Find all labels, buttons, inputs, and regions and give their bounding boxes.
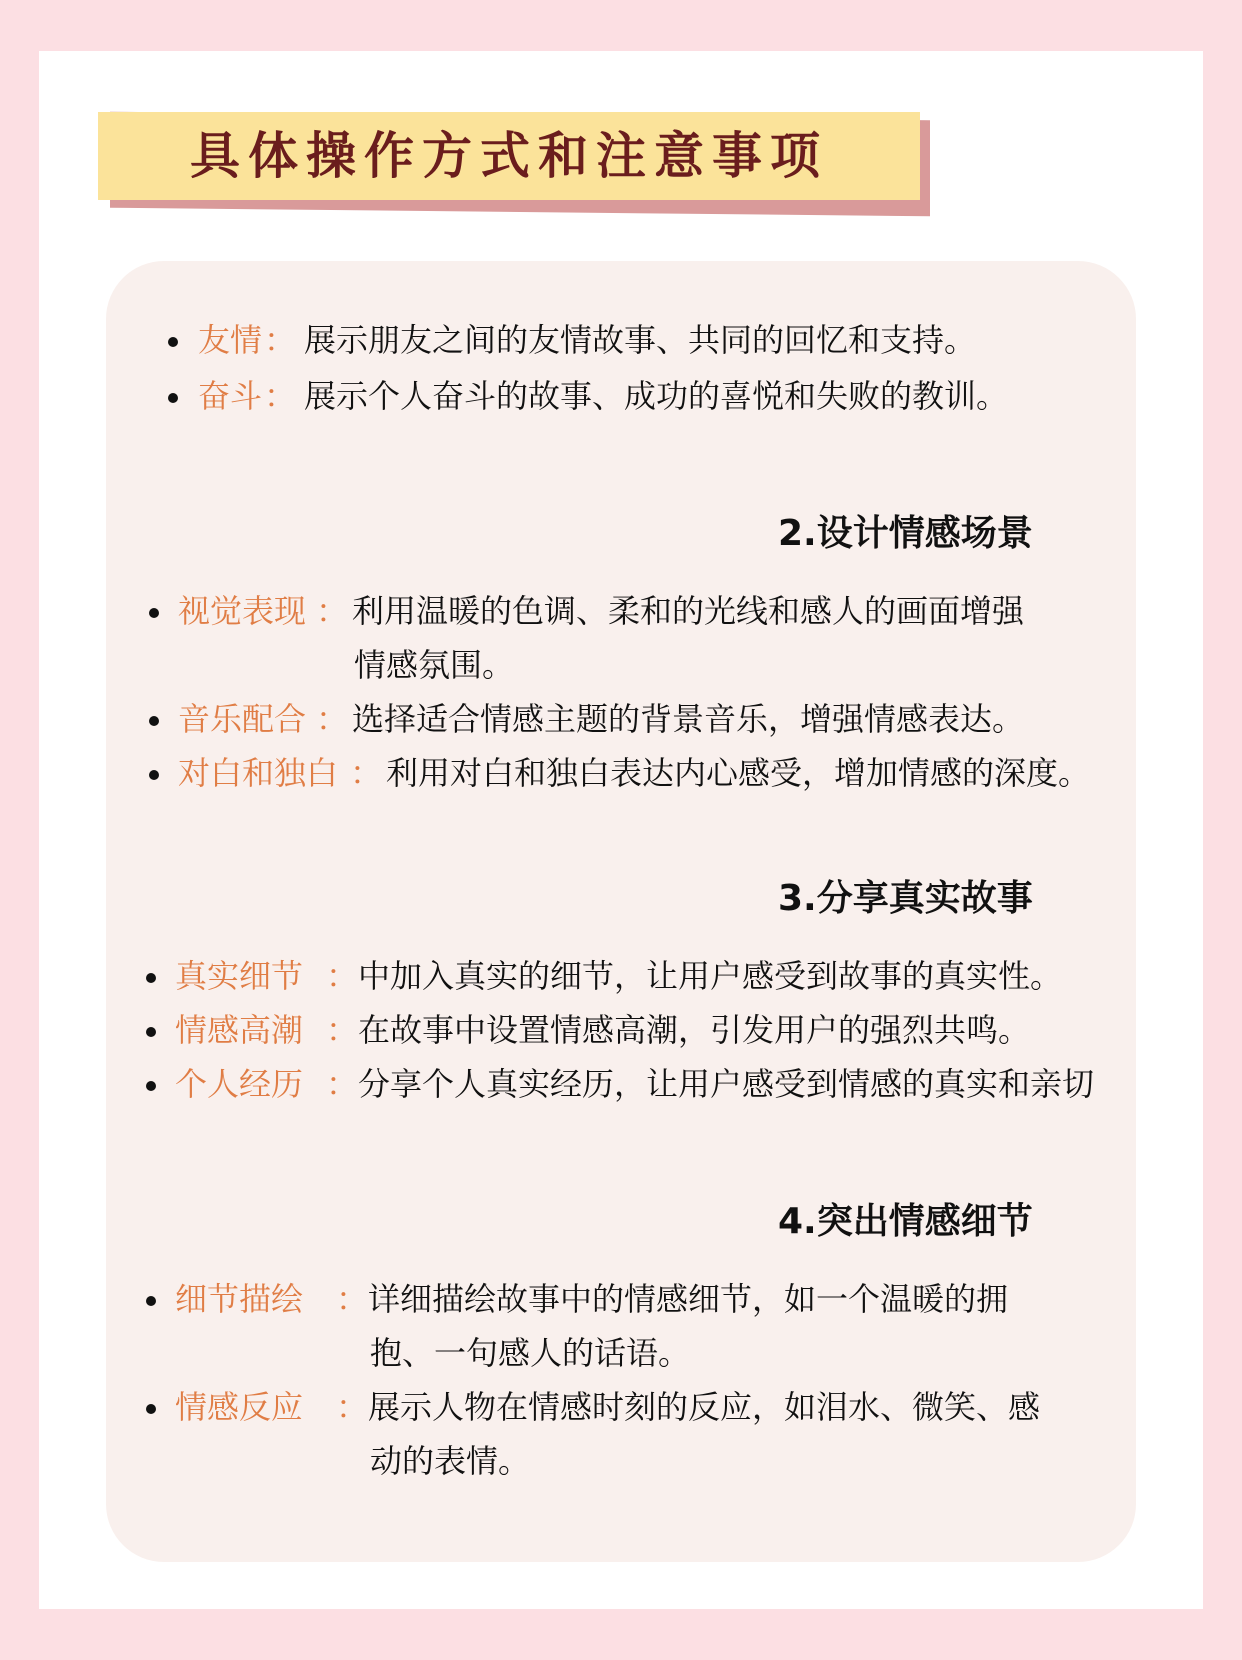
item-colon: ： <box>326 1065 359 1103</box>
item-desc: 在故事中设置情感高潮，引发用户的强烈共鸣。 <box>358 1011 1031 1049</box>
item-colon: ： <box>350 754 383 792</box>
bullet-dot <box>146 973 156 983</box>
item-desc-line2: 抱、一句感人的话语。 <box>370 1334 691 1372</box>
item-desc-line2: 情感氛围。 <box>354 646 515 684</box>
item-label: 奋斗 <box>198 377 263 415</box>
item-desc-line1: 利用温暖的色调、柔和的光线和感人的画面增强 <box>352 592 1025 630</box>
section-3-heading: 3.分享真实故事 <box>778 878 1033 919</box>
bullet-dot <box>146 1404 156 1414</box>
item-desc: 利用对白和独白表达内心感受，增加情感的深度。 <box>386 754 1091 792</box>
item-desc: 分享个人真实经历，让用户感受到情感的真实和亲切 <box>358 1065 1095 1103</box>
item-desc-line1: 详细描绘故事中的情感细节，如一个温暖的拥 <box>368 1280 1009 1318</box>
bullet-dot <box>149 608 159 618</box>
item-colon: ： <box>316 700 349 738</box>
item-label: 友情 <box>198 321 263 359</box>
bullet-dot <box>149 770 159 780</box>
page-title: 具体操作方式和注意事项 <box>190 126 828 185</box>
item-colon: ： <box>326 957 359 995</box>
title-banner <box>98 104 930 216</box>
item-desc: 中加入真实的细节，让用户感受到故事的真实性。 <box>358 957 1063 995</box>
item-label: 音乐配合 <box>178 700 307 738</box>
item-label: 细节描绘 <box>175 1280 304 1318</box>
item-label: 情感反应 <box>175 1388 304 1426</box>
item-colon: ： <box>336 1388 369 1426</box>
bullet-dot <box>168 393 178 403</box>
item-label: 视觉表现 <box>178 592 307 630</box>
section-2-heading: 2.设计情感场景 <box>778 513 1033 554</box>
item-colon: ： <box>316 592 349 630</box>
item-colon: ： <box>264 377 297 415</box>
item-label: 情感高潮 <box>175 1011 304 1049</box>
item-colon: ： <box>336 1280 369 1318</box>
item-desc-line1: 展示人物在情感时刻的反应，如泪水、微笑、感 <box>368 1388 1041 1426</box>
item-desc: 展示朋友之间的友情故事、共同的回忆和支持。 <box>304 321 977 359</box>
item-colon: ： <box>264 321 297 359</box>
item-desc: 展示个人奋斗的故事、成功的喜悦和失败的教训。 <box>304 377 1009 415</box>
bullet-dot <box>168 337 178 347</box>
bullet-dot <box>146 1296 156 1306</box>
bullet-dot <box>146 1027 156 1037</box>
item-desc-line2: 动的表情。 <box>370 1442 531 1480</box>
bullet-dot <box>146 1081 156 1091</box>
section-4-heading: 4.突出情感细节 <box>778 1201 1033 1242</box>
item-label: 对白和独白 <box>178 754 339 792</box>
item-desc: 选择适合情感主题的背景音乐，增强情感表达。 <box>352 700 1025 738</box>
bullet-dot <box>149 716 159 726</box>
item-label: 个人经历 <box>175 1065 304 1103</box>
item-colon: ： <box>326 1011 359 1049</box>
item-label: 真实细节 <box>175 957 304 995</box>
